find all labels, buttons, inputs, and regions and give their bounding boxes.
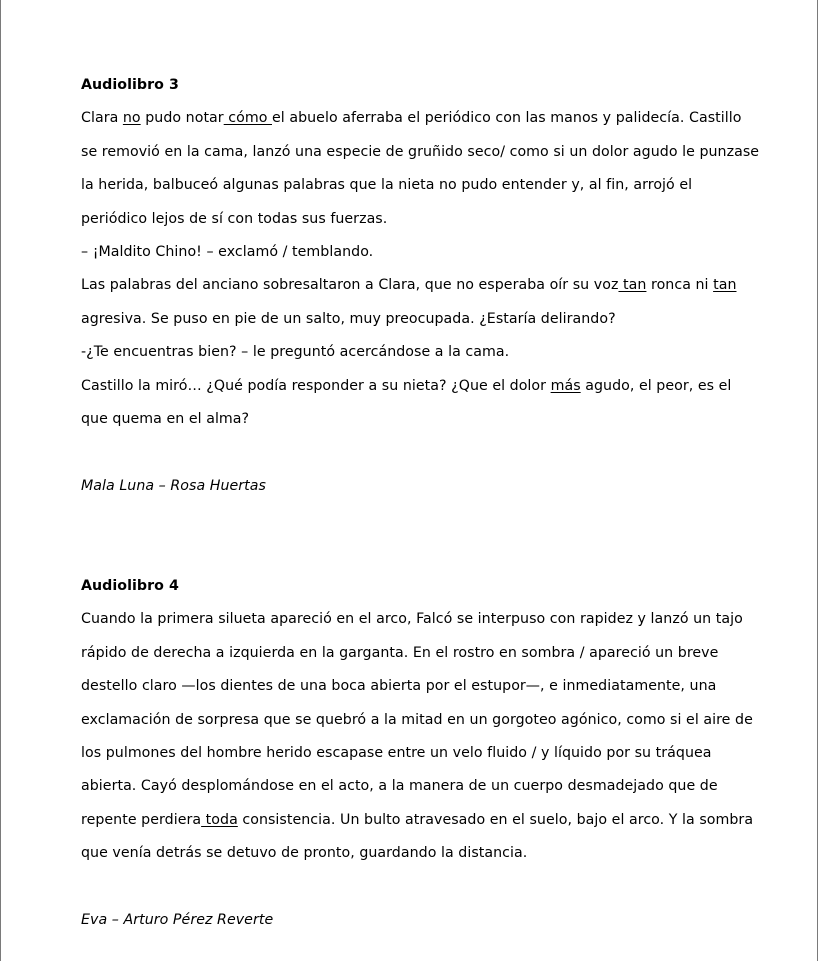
text-run: ronca ni <box>646 277 714 294</box>
underlined-word: más <box>550 377 581 394</box>
section-heading-audiolibro-4: Audiolibro 4 <box>81 578 179 595</box>
document-body <box>81 69 761 938</box>
underlined-word: no <box>122 110 141 127</box>
underlined-word: tan <box>618 277 647 294</box>
paragraph-primera-silueta <box>81 603 761 870</box>
dialogue-line-te-encuentras: -¿Te encuentras bien? – le preguntó acercándose a la cama. <box>81 344 510 361</box>
paragraph-palabras-anciano <box>81 269 761 336</box>
text-run: consistencia. Un bulto atravesado en el suelo, bajo el arco. Y la sombra que venía detrás se detuvo de pronto, guardando la distancia. <box>81 811 754 862</box>
source-citation-mala-luna: Mala Luna – Rosa Huertas <box>81 477 266 494</box>
blank-line <box>81 871 761 904</box>
blank-line <box>81 436 761 469</box>
paragraph-castillo-miro <box>81 370 761 437</box>
text-run: el abuelo aferraba el periódico con las manos y palidecía. Castillo se removió en la cama, lanzó una especie de gruñido seco/ como si un dolor agudo le punzase la herida, balbuceó algunas palabras que la nieta no pudo entender y, al fin, arrojó el periódico lejos de sí con todas sus fuerzas. <box>81 110 760 227</box>
text-run: Clara <box>81 110 123 127</box>
text-run: agudo, el peor, es el que quema en el alma? <box>81 377 732 428</box>
text-run: agresiva. Se puso en pie de un salto, muy preocupada. ¿Estaría delirando? <box>81 310 616 327</box>
blank-line <box>81 537 761 570</box>
blank-line <box>81 503 761 536</box>
text-run: Cuando la primera silueta apareció en el arco, Falcó se interpuso con rapidez y lanzó un tajo rápido de derecha a izquierda en la garganta. En el rostro en sombra / apareció un breve destello claro —los dientes de una boca abierta por el estupor—, e inmediatamente, una exclamación de sorpresa que se quebró a la mitad en un gorgoteo agónico, como si el aire de los pulmones del hombre herido escapase entre un velo fluido / y líquido por su tráquea abierta. Cayó desplomándose en el acto, a la manera de un cuerpo desmadejado que de repente perdiera <box>81 611 753 828</box>
text-run: Castillo la miró… ¿Qué podía responder a su nieta? ¿Que el dolor <box>81 377 551 394</box>
text-run: Las palabras del anciano sobresaltaron a Clara, que no esperaba oír su voz <box>81 277 619 294</box>
paragraph-clara-abuelo <box>81 102 761 236</box>
underlined-word: toda <box>201 811 238 828</box>
dialogue-line-maldito-chino: – ¡Maldito Chino! – exclamó / temblando. <box>81 244 374 261</box>
source-citation-eva: Eva – Arturo Pérez Reverte <box>81 912 274 929</box>
section-heading-audiolibro-3: Audiolibro 3 <box>81 77 179 93</box>
underlined-word: cómo <box>223 110 272 127</box>
underlined-word: tan <box>713 277 737 294</box>
text-run: pudo notar <box>140 110 224 127</box>
